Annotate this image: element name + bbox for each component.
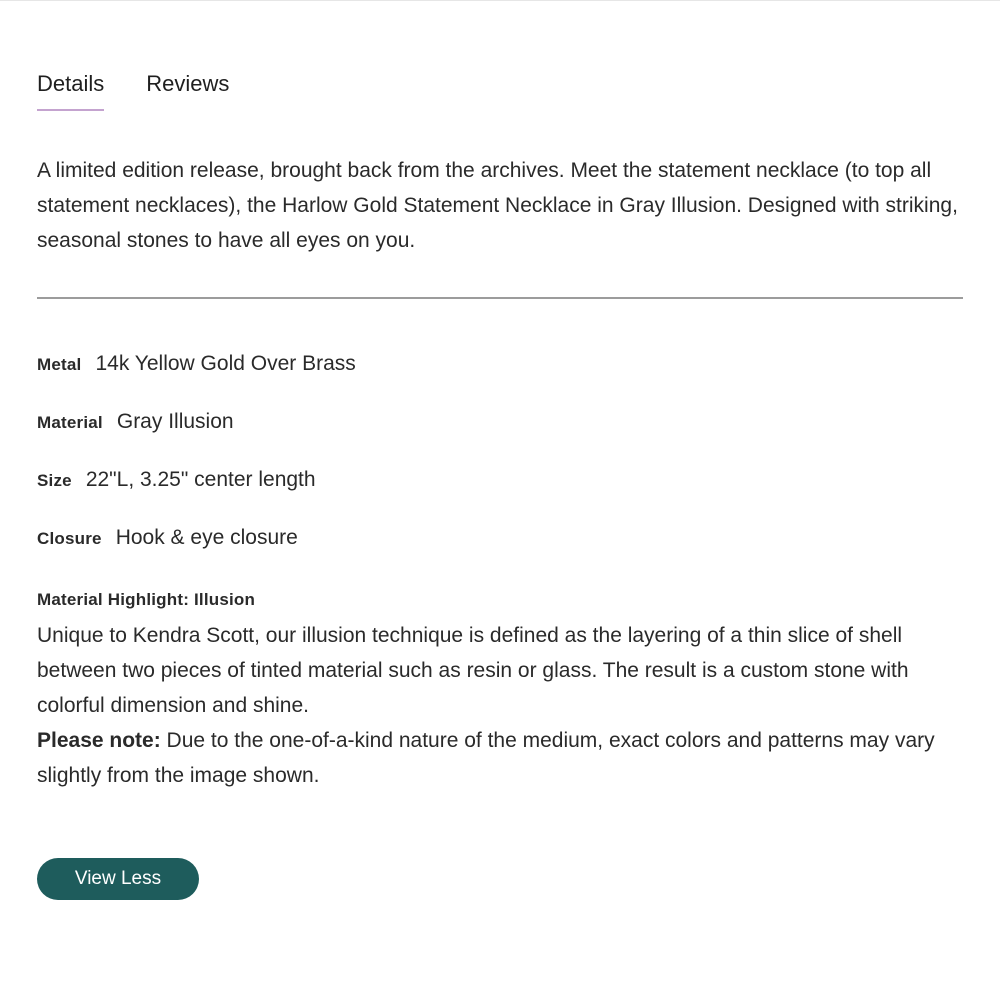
material-highlight bbox=[37, 586, 967, 793]
spec-value: Gray Illusion bbox=[116, 410, 234, 433]
spec-label: Metal bbox=[37, 355, 82, 374]
material-highlight-title: Material Highlight: Illusion bbox=[37, 590, 256, 609]
material-highlight-body: Unique to Kendra Scott, our illusion technique is defined as the layering of a thin slice of shell between two pieces of tinted material such as resin or glass. The result is a custom stone with colorful dimension and shine. bbox=[37, 624, 909, 717]
spec-value: 14k Yellow Gold Over Brass bbox=[95, 352, 356, 375]
view-less-button[interactable]: View Less bbox=[37, 858, 199, 900]
spec-label: Closure bbox=[37, 529, 102, 548]
note-label: Please note: bbox=[37, 729, 161, 752]
spec-material bbox=[37, 410, 234, 434]
tab-details[interactable]: Details bbox=[37, 70, 104, 111]
note-text: Due to the one-of-a-kind nature of the medium, exact colors and patterns may vary slightly from the image shown. bbox=[37, 729, 935, 787]
product-description: A limited edition release, brought back from the archives. Meet the statement necklace (to top all statement necklaces), the Harlow Gold Statement Necklace in Gray Illusion. Designed with striking, seasonal stones to have all eyes on you. bbox=[37, 159, 958, 252]
material-note bbox=[37, 723, 967, 793]
spec-metal bbox=[37, 352, 356, 376]
spec-closure bbox=[37, 526, 298, 550]
spec-label: Material bbox=[37, 413, 103, 432]
spec-label: Size bbox=[37, 471, 72, 490]
section-divider bbox=[37, 297, 963, 299]
spec-value: 22"L, 3.25" center length bbox=[85, 468, 316, 491]
tab-reviews[interactable]: Reviews bbox=[146, 71, 230, 96]
spec-size bbox=[37, 468, 316, 492]
spec-value: Hook & eye closure bbox=[115, 526, 298, 549]
top-border bbox=[0, 0, 1000, 1]
product-tabs bbox=[37, 70, 229, 111]
